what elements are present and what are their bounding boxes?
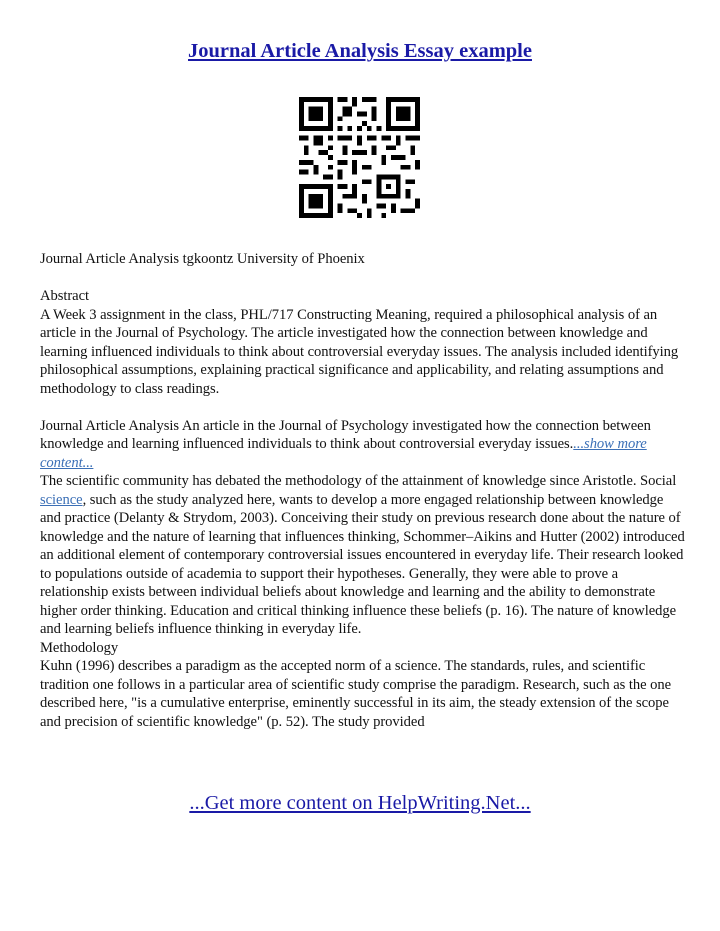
get-more-content-link[interactable]: ...Get more content on HelpWriting.Net... — [189, 792, 531, 814]
body-paragraph — [40, 472, 685, 639]
show-more-link[interactable]: ...show more content... — [40, 436, 647, 471]
abstract-heading: Abstract — [40, 288, 90, 304]
intro-text: Journal Article Analysis An article in the Journal of Psychology investigated how the connection between knowledge and learning influenced individuals to think about controversial everyday issues. — [40, 417, 651, 452]
document-title-link[interactable]: Journal Article Analysis Essay example — [188, 40, 532, 62]
document-body — [40, 250, 685, 731]
document-byline: Journal Article Analysis tgkoontz University of Phoenix — [40, 251, 365, 267]
body-text-before-link: The scientific community has debated the methodology of the attainment of knowledge since Aristotle. Social — [40, 473, 677, 489]
methodology-paragraph: Kuhn (1996) describes a paradigm as the accepted norm of a science. The standards, rules, and scientific tradition one follows in a particular area of scientific study comprise the paradigm. Research, such as the one described here, "is a cumulative enterprise, eminently successful in its aim, the steady extension of the scope and precision of scientific knowledge" (p. 52). The study provided — [40, 658, 672, 730]
science-link[interactable]: science — [40, 491, 83, 508]
abstract-paragraph: A Week 3 assignment in the class, PHL/717 Constructing Meaning, required a philosophical analysis of an article in the Journal of Psychology. The article investigated how the connection between knowledge and learning influenced individuals to think about controversial everyday issues. The analysis included identifying philosophical assumptions, explaining practical significance and applicability, and relating assumptions and methodology to class readings. — [40, 306, 679, 397]
body-text-after-link: , such as the study analyzed here, wants to develop a more engaged relationship between knowledge and practice (Delanty & Strydom, 2003). Conceiving their study on previous research done about the nature of knowledge and the nature of learning that influences thinking, Schommer–Aikins and Hutter (2002) introduced an additional element of contemporary controversial issues encountered in everyday life. Their research looked to populations outside of academia to support their hypotheses. Generally, they were able to prove a relationship exists between individual beliefs about knowledge and learning and the ability to demonstrate higher order thinking. Education and critical thinking influence these beliefs (p. 16). The nature of knowledge and learning beliefs influence thinking in everyday life. — [40, 491, 685, 637]
methodology-heading: Methodology — [40, 639, 119, 656]
intro-paragraph — [40, 417, 685, 473]
qr-code-icon — [299, 97, 420, 218]
